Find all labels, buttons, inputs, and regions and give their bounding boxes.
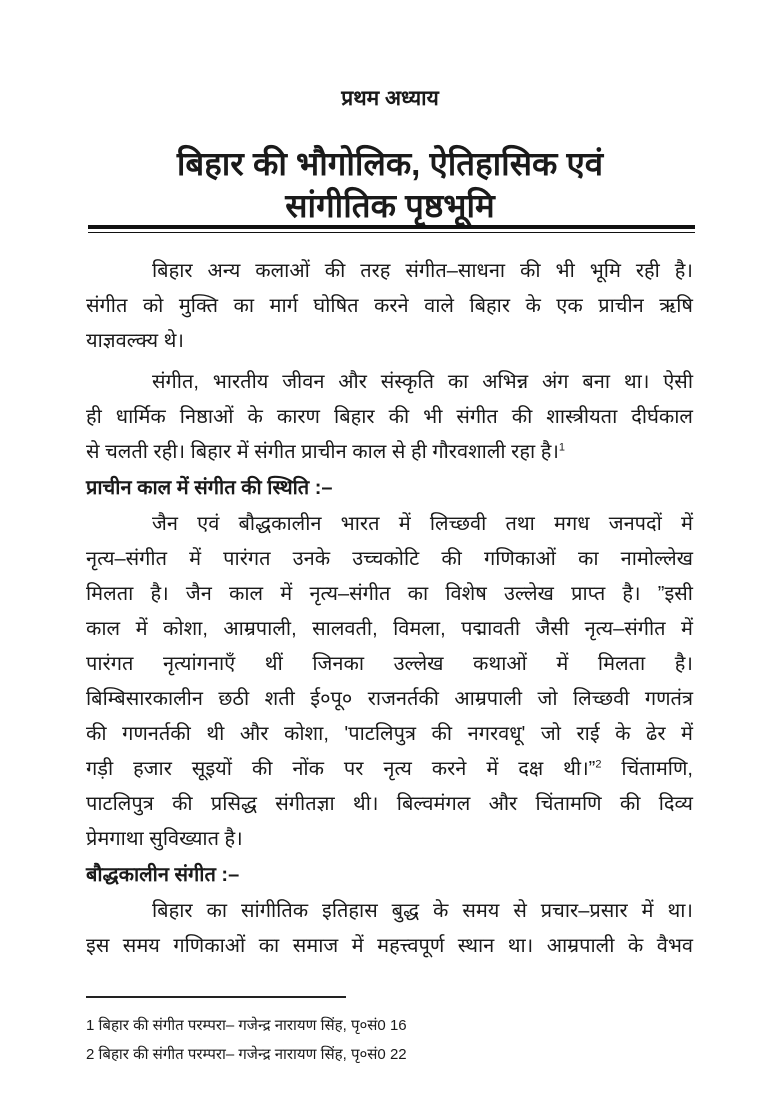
chapter-title-line-2: सांगीतिक पृष्ठभूमि bbox=[285, 187, 495, 224]
text-line: पाटलिपुत्र की प्रसिद्ध संगीतज्ञा थी। बिल्वमंगल और चिंतामणि की दिव्य bbox=[86, 793, 693, 815]
text-line: से चलती रही। बिहार में संगीत प्राचीन काल से ही गौरवशाली रहा है।$^1$ bbox=[86, 441, 566, 463]
title-rule-thick bbox=[88, 225, 695, 229]
body-text bbox=[86, 254, 693, 964]
text-line: गड़ी हजार सूइयों की नोंक पर नृत्य करने में दक्ष थी।”$^2$ चिंतामणि, bbox=[86, 758, 693, 780]
paragraph bbox=[86, 254, 693, 359]
paragraph bbox=[86, 365, 693, 470]
footnote-2: 2 बिहार की संगीत परम्परा– गजेन्द्र नारायण सिंह, पृ०सं0 22 bbox=[86, 1046, 407, 1063]
footnote-1: 1 बिहार की संगीत परम्परा– गजेन्द्र नारायण सिंह, पृ०सं0 16 bbox=[86, 1017, 407, 1034]
text-line: बिम्बिसारकालीन छठी शती ई०पू० राजनर्तकी आम्रपाली जो लिच्छवी गणतंत्र bbox=[86, 688, 693, 710]
text-line: याज्ञवल्क्य थे। bbox=[86, 330, 184, 352]
text-line: काल में कोशा, आम्रपाली, सालवती, विमला, पद्मावती जैसी नृत्य–संगीत में bbox=[86, 618, 693, 640]
text-line: की गणनर्तकी थी और कोशा, 'पाटलिपुत्र की नगरवधू' जो राई के ढेर में bbox=[86, 723, 693, 745]
text-line: पारंगत नृत्यांगनाएँ थीं जिनका उल्लेख कथाओं में मिलता है। bbox=[86, 653, 693, 675]
text-line: बिहार का सांगीतिक इतिहास बुद्ध के समय से प्रचार–प्रसार में था। bbox=[152, 900, 693, 922]
text-line: जैन एवं बौद्धकालीन भारत में लिच्छवी तथा मगध जनपदों में bbox=[152, 513, 693, 535]
section-heading: बौद्धकालीन संगीत :– bbox=[86, 864, 240, 886]
text-line: मिलता है। जैन काल में नृत्य–संगीत का विशेष उल्लेख प्राप्त है। ”इसी bbox=[86, 583, 693, 605]
chapter-title-line-1: बिहार की भौगोलिक, ऐतिहासिक एवं bbox=[176, 145, 604, 182]
paragraph bbox=[86, 894, 693, 964]
paragraph bbox=[86, 507, 693, 857]
text-line: संगीत, भारतीय जीवन और संस्कृति का अभिन्न अंग बना था। ऐसी bbox=[152, 371, 693, 393]
text-line: प्रेमगाथा सुविख्यात है। bbox=[86, 828, 243, 850]
text-line: संगीत को मुक्ति का मार्ग घोषित करने वाले बिहार के एक प्राचीन ऋषि bbox=[86, 295, 693, 317]
text-line: इस समय गणिकाओं का समाज में महत्त्वपूर्ण स्थान था। आम्रपाली के वैभव bbox=[86, 935, 693, 957]
footnote-rule bbox=[86, 996, 346, 998]
section-heading: प्राचीन काल में संगीत की स्थिति :– bbox=[86, 477, 333, 499]
text-line: ही धार्मिक निष्ठाओं के कारण बिहार की भी संगीत की शास्त्रीयता दीर्घकाल bbox=[86, 406, 693, 428]
footnote-marker: 1 bbox=[558, 441, 566, 454]
text-line: बिहार अन्य कलाओं की तरह संगीत–साधना की भी भूमि रही है। bbox=[152, 260, 693, 282]
text-line: नृत्य–संगीत में पारंगत उनके उच्चकोटि की गणिकाओं का नामोल्लेख bbox=[86, 548, 693, 570]
chapter-label: प्रथम अध्याय bbox=[341, 87, 439, 110]
footnote-marker: 2 bbox=[595, 758, 602, 771]
title-rule-thin bbox=[88, 232, 695, 233]
